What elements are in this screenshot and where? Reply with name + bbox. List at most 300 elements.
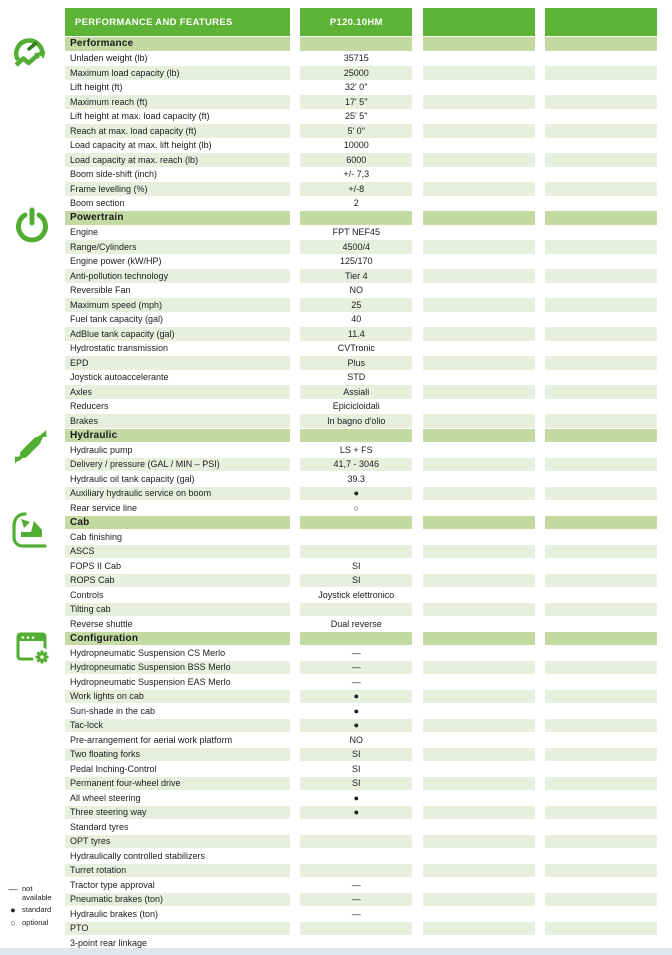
table-row [65, 197, 657, 212]
row-value: 25' 5'' [300, 110, 412, 125]
row-label: Three steering way [65, 806, 290, 821]
row-empty-cell [423, 922, 535, 937]
row-empty-cell [545, 835, 657, 850]
row-empty-cell [423, 356, 535, 371]
dash-symbol: — [8, 884, 18, 894]
table-row [65, 385, 657, 400]
section-header-row [65, 37, 657, 52]
row-empty-cell [545, 66, 657, 81]
row-empty-cell [545, 675, 657, 690]
column-header-empty-2 [545, 8, 657, 36]
bottom-strip [0, 948, 672, 955]
row-value: 6000 [300, 153, 412, 168]
row-empty-cell [545, 197, 657, 212]
row-value: — [300, 878, 412, 893]
column-header-empty-1 [423, 8, 535, 36]
legend-label-not-available: not available [22, 884, 52, 902]
row-label: OPT tyres [65, 835, 290, 850]
table-row [65, 545, 657, 560]
row-label: Lift height at max. load capacity (ft) [65, 110, 290, 125]
row-value: 32' 0'' [300, 81, 412, 96]
row-empty-cell [423, 762, 535, 777]
spec-table-body [65, 37, 657, 951]
row-empty-cell [423, 675, 535, 690]
hydraulic-cylinder-icon [10, 426, 52, 468]
row-empty-cell [545, 559, 657, 574]
row-value: In bagno d'olio [300, 414, 412, 429]
row-value: 2 [300, 197, 412, 212]
row-empty-cell [545, 762, 657, 777]
table-row [65, 240, 657, 255]
column-header-model: P120.10HM [300, 8, 412, 36]
row-label: Reverse shuttle [65, 617, 290, 632]
row-empty-cell [545, 182, 657, 197]
row-label: Pneumatic brakes (ton) [65, 893, 290, 908]
row-empty-cell [423, 124, 535, 139]
row-value: Dual reverse [300, 617, 412, 632]
row-empty-cell [545, 501, 657, 516]
row-label: Boom side-shift (inch) [65, 168, 290, 183]
table-row [65, 791, 657, 806]
row-empty-cell [423, 66, 535, 81]
table-row [65, 66, 657, 81]
table-row [65, 893, 657, 908]
table-row [65, 52, 657, 67]
row-value: ● [300, 806, 412, 821]
row-value: SI [300, 748, 412, 763]
row-label: Controls [65, 588, 290, 603]
row-value: ● [300, 791, 412, 806]
row-value: ● [300, 690, 412, 705]
row-empty-cell [423, 559, 535, 574]
row-value: STD [300, 371, 412, 386]
row-empty-cell [423, 849, 535, 864]
row-empty-cell [423, 226, 535, 241]
row-empty-cell [423, 574, 535, 589]
section-empty-cell [423, 37, 535, 52]
row-value: NO [300, 733, 412, 748]
row-empty-cell [545, 661, 657, 676]
row-empty-cell [545, 240, 657, 255]
table-row [65, 922, 657, 937]
row-empty-cell [423, 690, 535, 705]
row-value: 5' 0'' [300, 124, 412, 139]
row-empty-cell [423, 545, 535, 560]
row-value: Tier 4 [300, 269, 412, 284]
row-empty-cell [423, 371, 535, 386]
row-empty-cell [545, 342, 657, 357]
table-row [65, 588, 657, 603]
row-empty-cell [545, 704, 657, 719]
table-row [65, 675, 657, 690]
row-empty-cell [545, 81, 657, 96]
row-empty-cell [423, 197, 535, 212]
row-label: EPD [65, 356, 290, 371]
section-empty-cell [545, 516, 657, 531]
row-empty-cell [545, 400, 657, 415]
row-value: 35715 [300, 52, 412, 67]
table-row [65, 777, 657, 792]
row-empty-cell [423, 748, 535, 763]
row-value: 25 [300, 298, 412, 313]
row-label: Tractor type approval [65, 878, 290, 893]
row-value: 25000 [300, 66, 412, 81]
row-empty-cell [545, 545, 657, 560]
row-empty-cell [423, 588, 535, 603]
row-empty-cell [423, 472, 535, 487]
table-row [65, 371, 657, 386]
row-label: Range/Cylinders [65, 240, 290, 255]
row-empty-cell [423, 139, 535, 154]
row-empty-cell [423, 791, 535, 806]
row-label: Anti-pollution technology [65, 269, 290, 284]
section-title: Configuration [65, 632, 290, 647]
row-value: Plus [300, 356, 412, 371]
row-value: CVTronic [300, 342, 412, 357]
row-empty-cell [423, 443, 535, 458]
row-empty-cell [545, 791, 657, 806]
table-row [65, 762, 657, 777]
row-label: Lift height (ft) [65, 81, 290, 96]
table-header-title: PERFORMANCE AND FEATURES [65, 8, 290, 36]
row-empty-cell [423, 646, 535, 661]
row-value: 40 [300, 313, 412, 328]
row-empty-cell [423, 153, 535, 168]
row-empty-cell [545, 153, 657, 168]
table-row [65, 313, 657, 328]
row-empty-cell [423, 733, 535, 748]
row-label: Turret rotation [65, 864, 290, 879]
section-empty-cell [300, 37, 412, 52]
row-label: Engine power (kW/HP) [65, 255, 290, 270]
row-empty-cell [423, 907, 535, 922]
row-empty-cell [545, 284, 657, 299]
row-value [300, 530, 412, 545]
cab-icon [9, 509, 51, 553]
row-label: Load capacity at max. lift height (lb) [65, 139, 290, 154]
row-empty-cell [423, 414, 535, 429]
table-row [65, 182, 657, 197]
row-empty-cell [423, 864, 535, 879]
row-empty-cell [423, 327, 535, 342]
row-label: Brakes [65, 414, 290, 429]
row-value [300, 545, 412, 560]
table-row [65, 733, 657, 748]
row-label: Tac-lock [65, 719, 290, 734]
row-empty-cell [545, 907, 657, 922]
row-empty-cell [545, 385, 657, 400]
section-header-row [65, 211, 657, 226]
row-label: Work lights on cab [65, 690, 290, 705]
table-row [65, 820, 657, 835]
row-label: Sun-shade in the cab [65, 704, 290, 719]
row-label: Rear service line [65, 501, 290, 516]
row-value [300, 849, 412, 864]
table-row [65, 168, 657, 183]
section-title: Cab [65, 516, 290, 531]
row-empty-cell [545, 748, 657, 763]
table-row [65, 356, 657, 371]
row-empty-cell [423, 182, 535, 197]
row-empty-cell [545, 226, 657, 241]
row-empty-cell [545, 168, 657, 183]
row-empty-cell [423, 704, 535, 719]
row-empty-cell [423, 81, 535, 96]
row-empty-cell [545, 603, 657, 618]
row-value: — [300, 893, 412, 908]
table-row [65, 458, 657, 473]
row-value: SI [300, 559, 412, 574]
row-empty-cell [423, 603, 535, 618]
table-row [65, 559, 657, 574]
row-empty-cell [423, 168, 535, 183]
table-row [65, 414, 657, 429]
row-value: ● [300, 719, 412, 734]
row-label: Permanent four-wheel drive [65, 777, 290, 792]
row-empty-cell [423, 501, 535, 516]
row-value: 4500/4 [300, 240, 412, 255]
legend-label-optional: optional [22, 918, 49, 927]
table-row [65, 226, 657, 241]
row-empty-cell [545, 110, 657, 125]
row-label: Hydrostatic transmission [65, 342, 290, 357]
table-row [65, 81, 657, 96]
row-label: AdBlue tank capacity (gal) [65, 327, 290, 342]
row-value: Assiali [300, 385, 412, 400]
row-label: Tilting cab [65, 603, 290, 618]
row-label: Maximum reach (ft) [65, 95, 290, 110]
row-empty-cell [423, 777, 535, 792]
section-empty-cell [300, 516, 412, 531]
row-label: Hydraulically controlled stabilizers [65, 849, 290, 864]
section-empty-cell [300, 632, 412, 647]
row-empty-cell [423, 893, 535, 908]
row-label: Hydropneumatic Suspension BSS Merlo [65, 661, 290, 676]
row-empty-cell [545, 487, 657, 502]
row-value: LS + FS [300, 443, 412, 458]
table-row [65, 153, 657, 168]
row-empty-cell [423, 458, 535, 473]
table-row [65, 501, 657, 516]
row-empty-cell [545, 472, 657, 487]
section-title: Powertrain [65, 211, 290, 226]
filled-circle-symbol: ● [10, 905, 16, 915]
row-label: Unladen weight (lb) [65, 52, 290, 67]
row-label: PTO [65, 922, 290, 937]
row-empty-cell [545, 849, 657, 864]
row-empty-cell [545, 864, 657, 879]
row-label: Load capacity at max. reach (lb) [65, 153, 290, 168]
row-label: Reversible Fan [65, 284, 290, 299]
section-title: Performance [65, 37, 290, 52]
row-empty-cell [423, 617, 535, 632]
row-empty-cell [423, 530, 535, 545]
row-empty-cell [545, 530, 657, 545]
row-empty-cell [423, 284, 535, 299]
row-value: SI [300, 574, 412, 589]
table-row [65, 124, 657, 139]
row-label: Hydropneumatic Suspension EAS Merlo [65, 675, 290, 690]
row-label: Engine [65, 226, 290, 241]
window-gear-icon [13, 627, 53, 669]
section-empty-cell [300, 211, 412, 226]
row-empty-cell [423, 110, 535, 125]
row-value: ○ [300, 501, 412, 516]
row-value: — [300, 646, 412, 661]
table-row [65, 487, 657, 502]
row-label: Maximum speed (mph) [65, 298, 290, 313]
table-row [65, 443, 657, 458]
row-label: Hydropneumatic Suspension CS Merlo [65, 646, 290, 661]
row-empty-cell [423, 313, 535, 328]
row-value: — [300, 907, 412, 922]
row-empty-cell [545, 327, 657, 342]
section-empty-cell [423, 516, 535, 531]
table-row [65, 574, 657, 589]
table-row [65, 530, 657, 545]
row-empty-cell [545, 139, 657, 154]
row-value [300, 820, 412, 835]
spec-table [65, 8, 657, 951]
row-label: Cab finishing [65, 530, 290, 545]
row-empty-cell [423, 719, 535, 734]
row-value: Joystick elettronico [300, 588, 412, 603]
row-value: ● [300, 704, 412, 719]
legend-item-optional [8, 919, 64, 928]
row-label: FOPS II Cab [65, 559, 290, 574]
row-empty-cell [545, 371, 657, 386]
row-label: Standard tyres [65, 820, 290, 835]
table-row [65, 327, 657, 342]
legend-label-standard: standard [22, 905, 52, 914]
row-value [300, 864, 412, 879]
row-label: Hydraulic brakes (ton) [65, 907, 290, 922]
row-empty-cell [545, 922, 657, 937]
row-value: FPT NEF45 [300, 226, 412, 241]
row-value [300, 922, 412, 937]
row-label: Joystick autoaccelerante [65, 371, 290, 386]
table-row [65, 878, 657, 893]
table-row [65, 472, 657, 487]
row-label: Hydraulic pump [65, 443, 290, 458]
table-row [65, 661, 657, 676]
table-row [65, 690, 657, 705]
row-label: Reach at max. load capacity (ft) [65, 124, 290, 139]
row-value: 125/170 [300, 255, 412, 270]
row-empty-cell [545, 443, 657, 458]
row-empty-cell [545, 878, 657, 893]
row-empty-cell [545, 646, 657, 661]
row-value: ● [300, 487, 412, 502]
row-empty-cell [423, 52, 535, 67]
section-header-row [65, 516, 657, 531]
row-empty-cell [545, 313, 657, 328]
section-empty-cell [545, 632, 657, 647]
table-row [65, 255, 657, 270]
row-value: 10000 [300, 139, 412, 154]
table-header-row [65, 8, 657, 36]
row-empty-cell [545, 95, 657, 110]
row-empty-cell [423, 255, 535, 270]
row-label: Frame levelling (%) [65, 182, 290, 197]
row-empty-cell [423, 342, 535, 357]
row-empty-cell [545, 124, 657, 139]
table-row [65, 139, 657, 154]
row-label: Boom section [65, 197, 290, 212]
row-empty-cell [545, 269, 657, 284]
row-label: Reducers [65, 400, 290, 415]
row-value [300, 603, 412, 618]
legend [8, 885, 64, 932]
row-empty-cell [423, 835, 535, 850]
table-row [65, 603, 657, 618]
row-value: — [300, 675, 412, 690]
row-label: 3-point rear linkage [65, 936, 290, 951]
table-row [65, 719, 657, 734]
row-empty-cell [423, 385, 535, 400]
row-value: 11.4 [300, 327, 412, 342]
legend-item-standard [8, 906, 64, 915]
row-empty-cell [423, 298, 535, 313]
row-label: ASCS [65, 545, 290, 560]
table-row [65, 849, 657, 864]
open-circle-symbol: ○ [10, 918, 16, 928]
row-label: Hydraulic oil tank capacity (gal) [65, 472, 290, 487]
row-empty-cell [423, 240, 535, 255]
row-empty-cell [545, 52, 657, 67]
section-header-row [65, 429, 657, 444]
row-empty-cell [545, 356, 657, 371]
row-label: Maximum load capacity (lb) [65, 66, 290, 81]
row-value: Epicicloidali [300, 400, 412, 415]
row-value: SI [300, 762, 412, 777]
row-label: Pedal Inching-Control [65, 762, 290, 777]
row-empty-cell [545, 255, 657, 270]
table-row [65, 646, 657, 661]
row-empty-cell [423, 878, 535, 893]
row-label: Delivery / pressure (GAL / MIN – PSI) [65, 458, 290, 473]
row-empty-cell [545, 690, 657, 705]
row-empty-cell [545, 458, 657, 473]
row-value: 39.3 [300, 472, 412, 487]
row-label: Auxiliary hydraulic service on boom [65, 487, 290, 502]
row-label: Two floating forks [65, 748, 290, 763]
row-value: +/- 7,3 [300, 168, 412, 183]
table-row [65, 907, 657, 922]
row-empty-cell [423, 95, 535, 110]
row-empty-cell [545, 893, 657, 908]
row-empty-cell [545, 820, 657, 835]
power-icon [13, 206, 51, 248]
row-value: NO [300, 284, 412, 299]
row-empty-cell [423, 661, 535, 676]
table-row [65, 298, 657, 313]
row-empty-cell [545, 733, 657, 748]
table-row [65, 617, 657, 632]
row-empty-cell [545, 298, 657, 313]
row-value: +/-8 [300, 182, 412, 197]
section-empty-cell [423, 632, 535, 647]
section-title: Hydraulic [65, 429, 290, 444]
row-value: 41,7 - 3046 [300, 458, 412, 473]
table-row [65, 704, 657, 719]
row-empty-cell [545, 719, 657, 734]
table-row [65, 806, 657, 821]
row-empty-cell [423, 487, 535, 502]
table-row [65, 269, 657, 284]
row-value: SI [300, 777, 412, 792]
section-empty-cell [545, 37, 657, 52]
